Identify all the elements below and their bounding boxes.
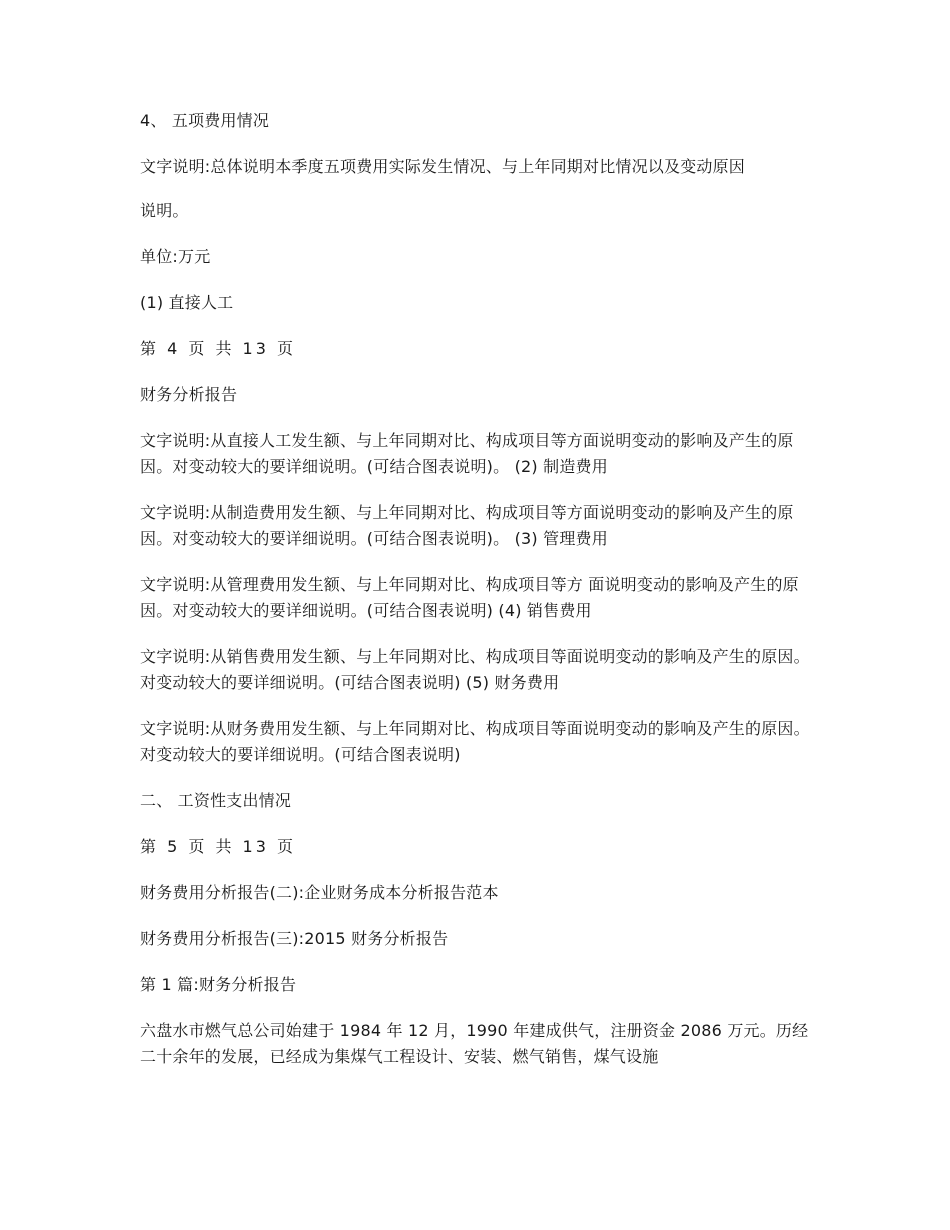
paragraph-sales-cost: 文字说明:从销售费用发生额、与上年同期对比、构成项目等面说明变动的影响及产生的原因。对变动较大的要详细说明。(可结合图表说明) (5) 财务费用 bbox=[140, 647, 810, 692]
section-heading-wage-expenses: 二、 工资性支出情况 bbox=[140, 791, 292, 810]
article-1-title: 第 1 篇:财务分析报告 bbox=[140, 975, 297, 994]
paragraph-company-intro: 六盘水市燃气总公司始建于 1984 年 12 月，1990 年建成供气，注册资金 2086 万元。历经二十余年的发展，已经成为集煤气工程设计、安装、燃气销售，煤气设施 bbox=[140, 1021, 809, 1066]
document-page bbox=[140, 108, 820, 1090]
report-title: 财务分析报告 bbox=[140, 385, 238, 404]
page-number-5: 第 5 页 共 13 页 bbox=[140, 837, 296, 856]
paragraph-overall-description: 文字说明:总体说明本季度五项费用实际发生情况、与上年同期对比情况以及变动原因 bbox=[140, 157, 745, 176]
paragraph-management-cost: 文字说明:从管理费用发生额、与上年同期对比、构成项目等方 面说明变动的影响及产生的原因。对变动较大的要详细说明。(可结合图表说明) (4) 销售费用 bbox=[140, 575, 799, 620]
paragraph-manufacturing-cost: 文字说明:从制造费用发生额、与上年同期对比、构成项目等方面说明变动的影响及产生的原因。对变动较大的要详细说明。(可结合图表说明)。 (3) 管理费用 bbox=[140, 503, 794, 548]
subheading-direct-labor: (1) 直接人工 bbox=[140, 293, 234, 312]
unit-label: 单位:万元 bbox=[140, 247, 211, 266]
paragraph-financial-cost: 文字说明:从财务费用发生额、与上年同期对比、构成项目等面说明变动的影响及产生的原因。对变动较大的要详细说明。(可结合图表说明) bbox=[140, 719, 810, 764]
report-title-2: 财务费用分析报告(二):企业财务成本分析报告范本 bbox=[140, 883, 499, 902]
section-heading-five-expenses: 4、 五项费用情况 bbox=[140, 111, 270, 130]
paragraph-description-end: 说明。 bbox=[140, 201, 189, 220]
paragraph-direct-labor: 文字说明:从直接人工发生额、与上年同期对比、构成项目等方面说明变动的影响及产生的原因。对变动较大的要详细说明。(可结合图表说明)。 (2) 制造费用 bbox=[140, 431, 794, 476]
report-title-3: 财务费用分析报告(三):2015 财务分析报告 bbox=[140, 929, 449, 948]
page-number-4: 第 4 页 共 13 页 bbox=[140, 339, 296, 358]
